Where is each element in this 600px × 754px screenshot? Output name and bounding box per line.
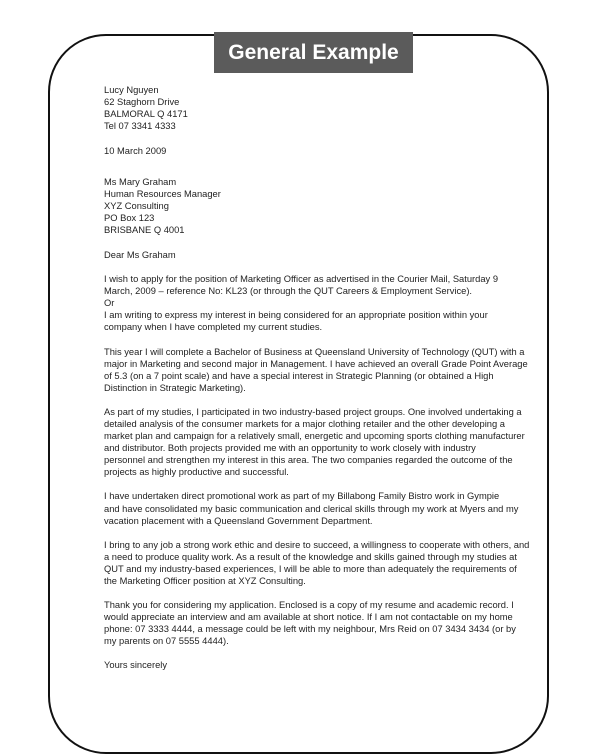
paragraph-line: the Marketing Officer position at XYZ Consulting. [104,576,306,586]
body-paragraph [104,273,524,333]
page-title: General Example [228,41,399,64]
recipient-line: XYZ Consulting [104,201,169,212]
paragraph-line: market plan and campaign for a relatively small, energetic and upcoming sports clothing manufacturer [104,431,525,442]
paragraph-line: vacation placement with a Queensland Government Department. [104,515,373,526]
paragraph-line: Thank you for considering my application. Enclosed is a copy of my resume and academic record. I [104,600,514,611]
body-paragraph [104,599,524,647]
recipient-line: Human Resources Manager [104,189,221,200]
body-paragraph [104,490,524,526]
paragraph-line: detailed analysis of the consumer markets for a major clothing retailer and the other developing a [104,418,505,429]
body-paragraph [104,539,530,587]
sender-line: Lucy Nguyen [104,85,159,95]
paragraph-line: and have consolidated my basic communication and clerical skills through my work at Myers and my [104,503,519,514]
paragraph-line: and distributor. Both projects provided me with an opportunity to work closely with industry [104,443,476,454]
paragraph-line: As part of my studies, I participated in two industry-based project groups. One involved undertaking a [104,406,522,417]
sender-line: Tel 07 3341 4333 [104,121,176,132]
paragraph-line: March, 2009 – reference No: KL23 (or through the QUT Careers & Employment Service). [104,286,473,297]
paragraph-line: major in Marketing and second major in Management. I have achieved an overall Grade Point Average [104,358,528,369]
paragraph-line: I have undertaken direct promotional work as part of my Billabong Family Bistro work in Gympie [104,491,500,502]
title-banner [214,32,413,73]
sender-address [104,84,524,132]
paragraph-line: my parents on 07 5555 4444). [104,636,229,647]
recipient-line: BRISBANE Q 4001 [104,225,185,236]
paragraph-line: Distinction in Strategic Marketing). [104,382,246,393]
paragraph-line: QUT and my industry-based experiences, I will be able to more than adequately the requirements of [104,563,517,574]
paragraph-line: would appreciate an interview and am available at short notice. If I am not contactable on my home [104,612,513,623]
paragraph-line: I bring to any job a strong work ethic and desire to succeed, a willingness to cooperate with others, and [104,539,530,550]
cover-letter [104,84,530,672]
recipient-line: PO Box 123 [104,213,155,224]
recipient-line: Ms Mary Graham [104,176,177,187]
sender-line: 62 Staghorn Drive [104,97,180,108]
paragraph-line: company when I have completed my current studies. [104,322,323,333]
body-paragraph [104,406,524,479]
paragraph-line: Or [104,298,115,309]
paragraph-line: a need to produce quality work. As a result of the knowledge and skills gained through my studies at [104,551,517,562]
recipient-address [104,176,524,236]
paragraph-line: projects as highly productive and successful. [104,467,289,478]
paragraph-line: personnel and strengthen my interest in this area. The two companies regarded the outcome of the [104,455,513,466]
salutation: Dear Ms Graham [104,249,176,260]
letter-date: 10 March 2009 [104,145,167,156]
closing: Yours sincerely [104,660,168,671]
paragraph-line: I am writing to express my interest in being considered for an appropriate position within your [104,310,488,321]
paragraph-line: phone: 07 3333 4444, a message could be left with my neighbour, Mrs Reid on 07 3434 3434 (or by [104,624,516,635]
body-paragraph [104,346,528,394]
paragraph-line: I wish to apply for the position of Marketing Officer as advertised in the Courier Mail, Saturday 9 [104,274,499,285]
paragraph-line: This year I will complete a Bachelor of Business at Queensland University of Technology (QUT) with a [104,346,525,357]
paragraph-line: of 5.3 (on a 7 point scale) and have a special interest in Strategic Planning (or obtained a High [104,370,494,381]
sender-line: BALMORAL Q 4171 [104,109,188,120]
